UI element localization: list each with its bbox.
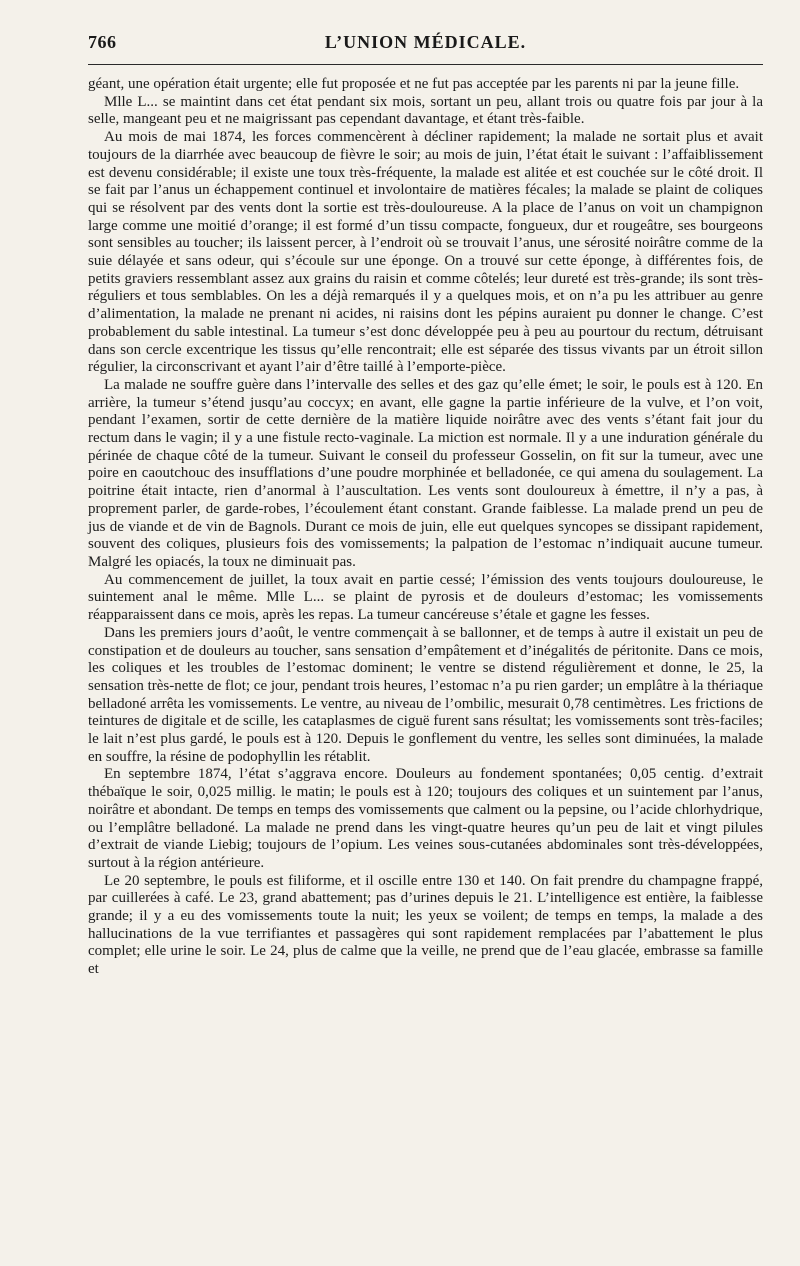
paragraph: Au mois de mai 1874, les forces commencèrent à décliner rapidement; la malade ne sortait plus et avait toujours de la diarrhée avec beaucoup de fièvre le soir; au mois de juin, l’état était le suivant : l’affaiblissement est devenu considérable; il existe une toux très-fréquente, la malade est alitée et est couchée sur le côté droit. Il se fait par l’anus un échappement continuel et involontaire de matières fécales; la malade se plaint de coliques qui se résolvent par des vents dont la sortie est très-douloureuse. A la place de l’anus on voit un champignon large comme une moitié d’orange; il est formé d’un tissu compacte, fongueux, dur et rougeâtre, ses bourgeons sont sensibles au toucher; ils laissent percer, à l’endroit où se trouvait l’anus, une sérosité noirâtre comme de la suie délayée et sans odeur, qui s’écoule sur une éponge. On a trouvé sur cette éponge, à différentes fois, de petits graviers ressemblant assez aux grains du raisin et comme côtelés; leur dureté est très-grande; ils sont très-réguliers et tous semblables. On les a déjà remarqués il y a quelques mois, et on n’a pu les attribuer au genre d’alimentation, la malade ne prenant ni acides, ni raisins dont les pépins auraient pu donner le change. C’est probablement du sable intestinal. La tumeur s’est donc développée peu à peu au pourtour du rectum, détruisant dans son cercle excentrique les tissus qu’elle rencontrait; elle est séparée des tissus vivants par un étroit sillon régulier, la circonscrivant et ayant l’air d’être taillé à l’emporte-pièce. bbox=[88, 129, 763, 376]
page-header bbox=[88, 28, 763, 56]
paragraph: Le 20 septembre, le pouls est filiforme, et il oscille entre 130 et 140. On fait prendre du champagne frappé, par cuillerées à café. Le 23, grand abattement; pas d’urines depuis le 21. L’intelligence est entière, la faiblesse grande; il y a eu des vomissements toute la nuit; les yeux se voilent; de temps en temps, la malade a des hallucinations de la vue terrifiantes et passagères qui sont rapidement remplacées par l’abattement le plus complet; elle urine le soir. Le 24, plus de calme que la veille, ne prend que de l’eau glacée, embrasse sa famille et bbox=[88, 872, 763, 978]
paragraph: Au commencement de juillet, la toux avait en partie cessé; l’émission des vents toujours douloureuse, le suintement anal le même. Mlle L... se plaint de pyrosis et de douleurs d’estomac; les vomissements réapparaissent dans ce mois, après les repas. La tumeur cancéreuse s’étale et gagne les fesses. bbox=[88, 571, 763, 624]
paragraph: Dans les premiers jours d’août, le ventre commençait à se ballonner, et de temps à autre il existait un peu de constipation et de douleurs au toucher, sans sensation d’empâtement et d’inégalités de péritonite. Dans ce mois, les coliques et les troubles de l’estomac dominent; le ventre se distend régulièrement et donne, le 25, la sensation très-nette de flot; ce jour, pendant trois heures, l’estomac n’a pu rien garder; un emplâtre à la thériaque belladoné arrêta les vomissements. Le ventre, au niveau de l’ombilic, mesurait 0,78 centimètres. Les frictions de teintures de digitale et de scille, les cataplasmes de ciguë furent sans résultat; les vomissements sont très-faciles; le lait n’est plus gardé, le pouls est à 120. Depuis le gonflement du ventre, les selles sont diminuées, la malade en souffre, la résine de podophyllin les rétablit. bbox=[88, 624, 763, 765]
paragraph: Mlle L... se maintint dans cet état pendant six mois, sortant un peu, allant trois ou quatre fois par jour à la selle, mangeant peu et ne maigrissant pas cependant davantage, et étant très-faible. bbox=[88, 93, 763, 128]
paragraph: La malade ne souffre guère dans l’intervalle des selles et des gaz qu’elle émet; le soir, le pouls est à 120. En arrière, la tumeur s’étend jusqu’au coccyx; en avant, elle gagne la partie inférieure de la vulve, et l’on voit, pendant l’examen, sortir de cette dernière de la matière liquide noirâtre avec des vents s’étant fait jour du rectum dans le vagin; il y a une fistule recto-vaginale. La miction est normale. Il y a une induration générale du périnée de chaque côté de la tumeur. Suivant le conseil du professeur Gosselin, on fit sur la tumeur, avec une poire en caoutchouc des insufflations d’une poudre morphinée et belladonée, ce qui amena du soulagement. La poitrine était intacte, rien d’anormal à l’auscultation. Les vents sont douloureux à émettre, il n’y a pas, à proprement parler, de garde-robes, l’écoulement étant constant. Grande faiblesse. La malade prend un peu de jus de viande et de vin de Bagnols. Durant ce mois de juin, elle eut quelques syncopes se dissipant rapidement, souvent des coliques, plusieurs fois des vomissements; la palpation de l’estomac n’indiquait aucune tumeur. Malgré les opiacés, la toux ne diminuait pas. bbox=[88, 376, 763, 570]
paragraph: géant, une opération était urgente; elle fut proposée et ne fut pas acceptée par les parents ni par la jeune fille. bbox=[88, 76, 740, 92]
paragraph: En septembre 1874, l’état s’aggrava encore. Douleurs au fondement spontanées; 0,05 centig. d’extrait thébaïque le soir, 0,025 millig. le matin; le pouls est à 120; toujours des coliques et un suintement par l’anus, noirâtre et abondant. De temps en temps des vomissements que calment ou la pepsine, ou l’acide chlorhydrique, ou l’emplâtre belladoné. La malade ne prend dans les vingt-quatre heures qu’un peu de lait et vingt pilules d’extrait de viande Liebig; toujours de l’opium. Les veines sous-cutanées abdominales sont très-développées, surtout à la région antérieure. bbox=[88, 766, 763, 871]
running-title: L’UNION MÉDICALE. bbox=[324, 32, 527, 52]
page-number: 766 bbox=[88, 32, 117, 52]
article-body bbox=[88, 76, 763, 979]
header-rule bbox=[88, 64, 763, 65]
